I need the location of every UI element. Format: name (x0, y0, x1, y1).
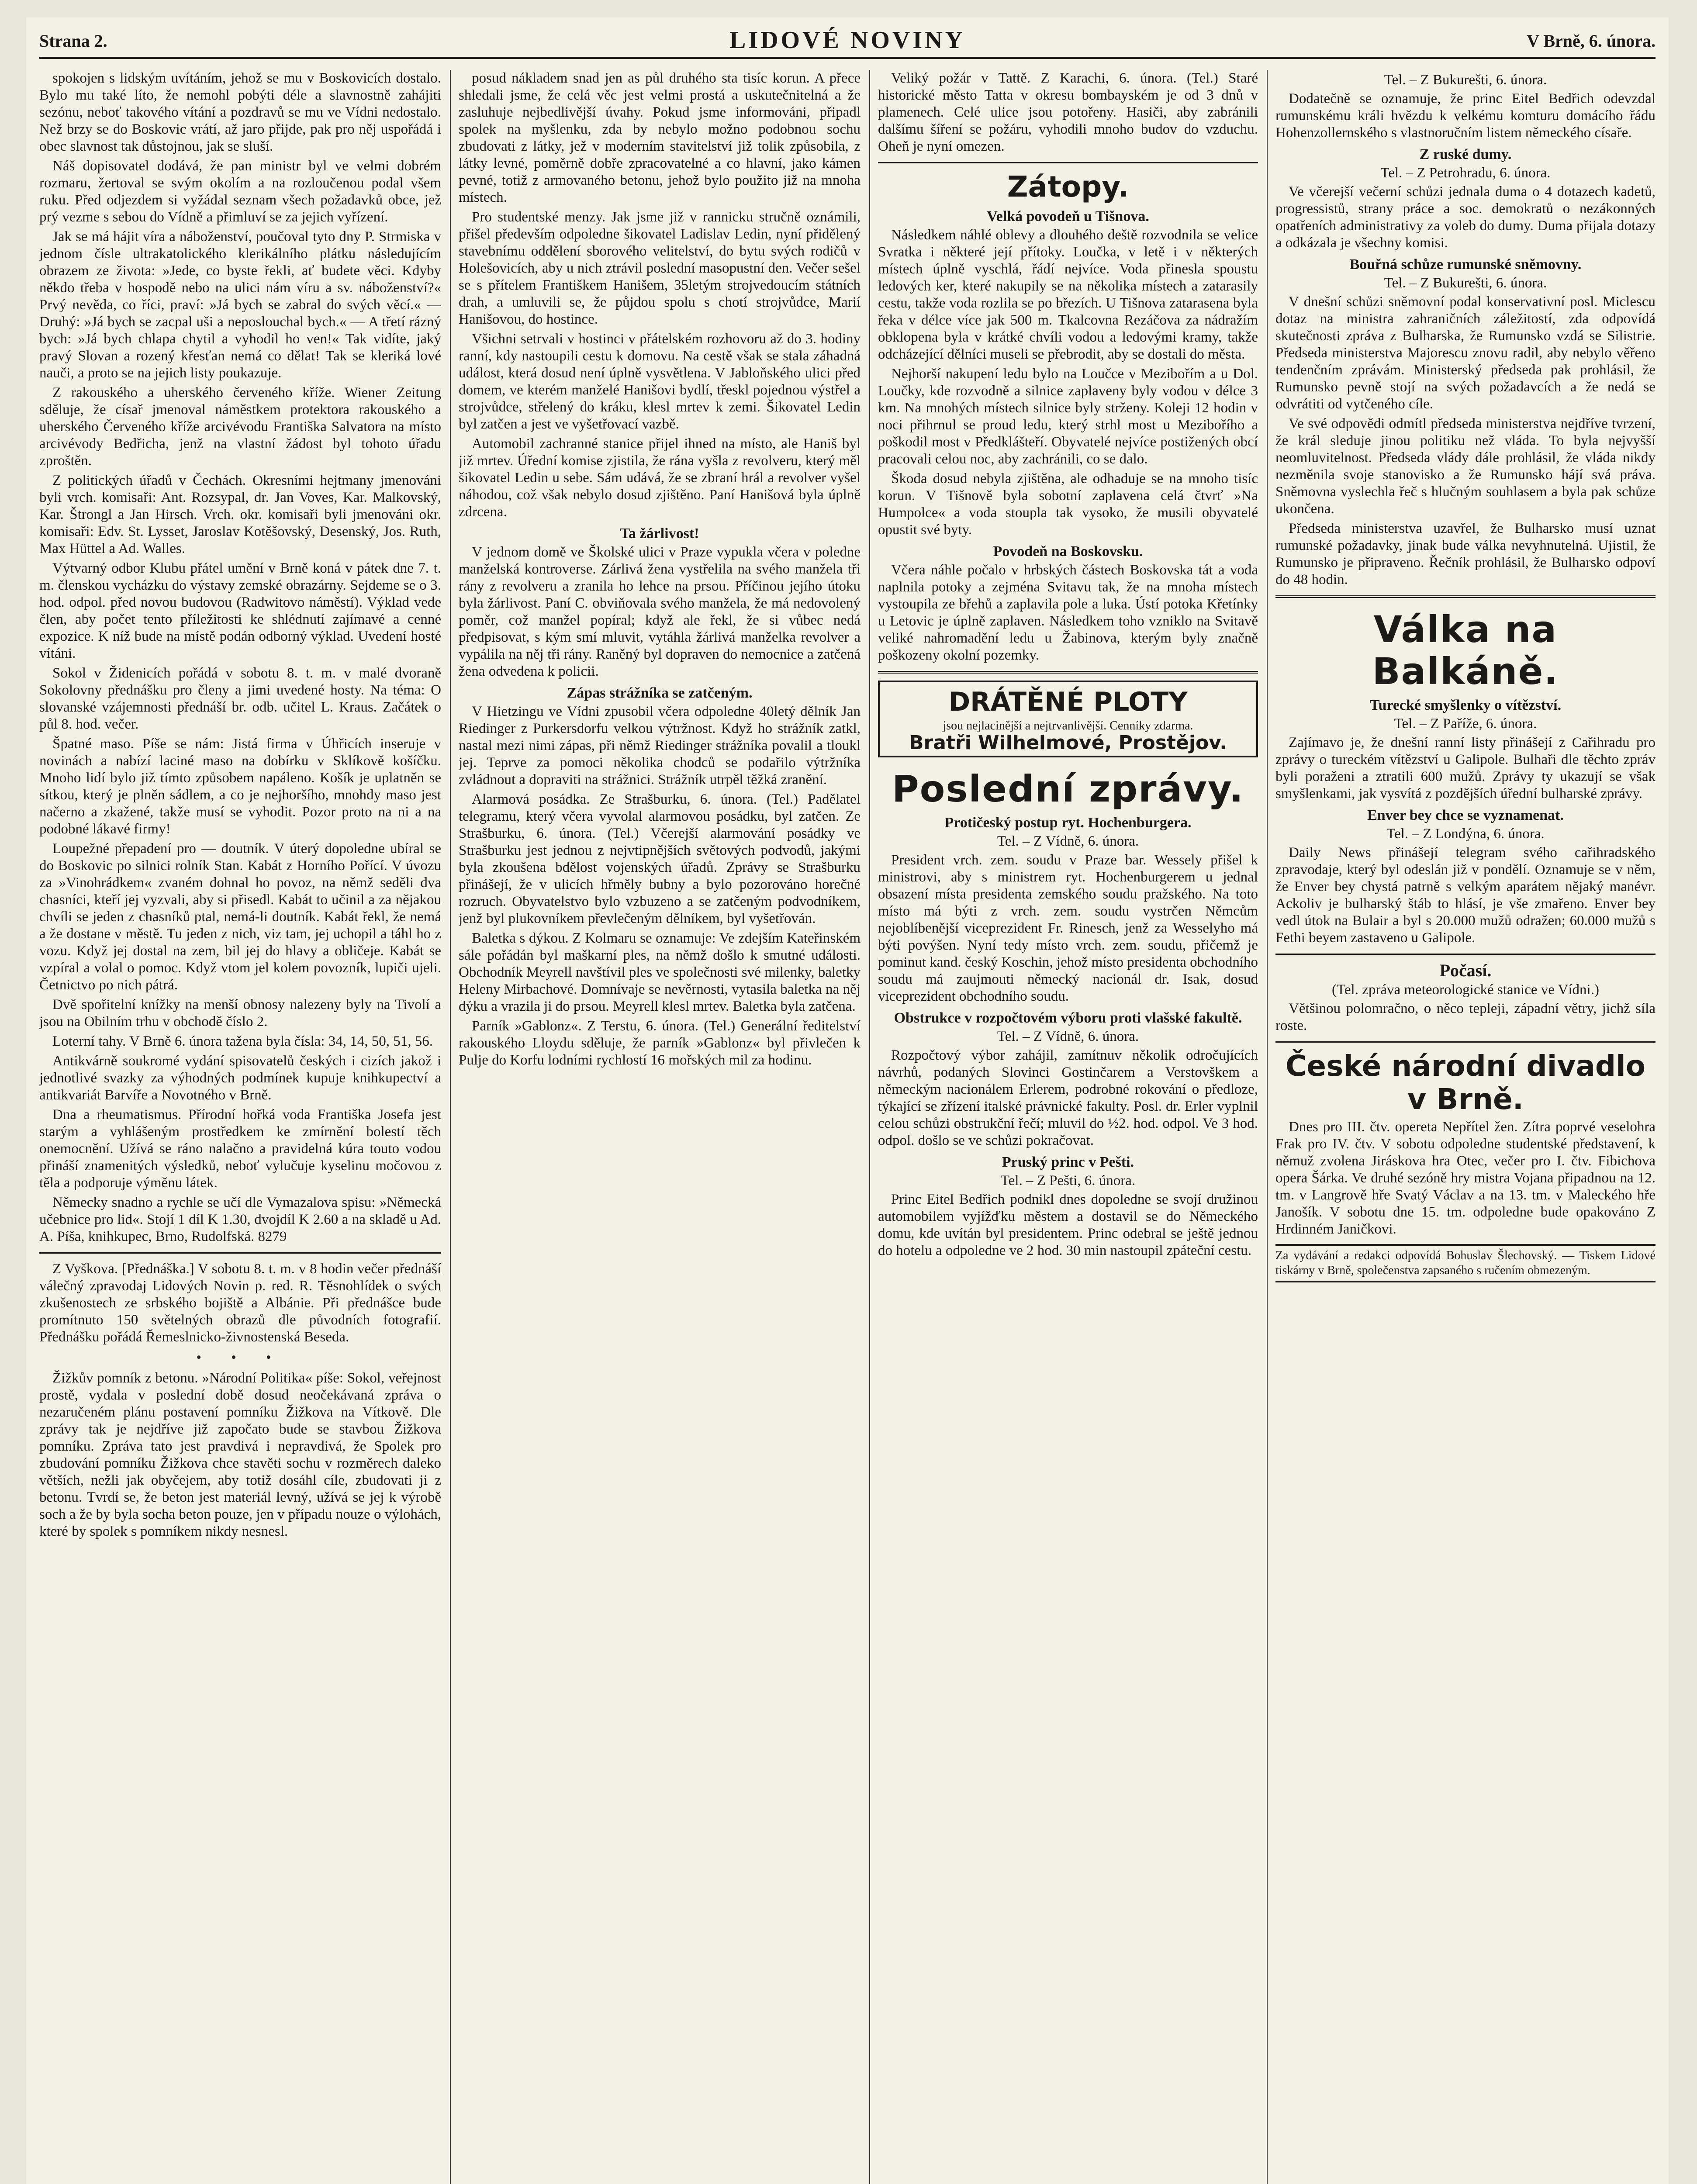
article-headline: Obstrukce v rozpočtovém výboru proti vlašské fakultě. (894, 1010, 1242, 1026)
article-paragraph: Zajímavo je, že dnešní ranní listy přinášejí z Cařihradu pro zprávy o tureckém vítězství u Galipole. Bulhaři dle těchto zpráv byli poraženi a ztratili 600 mužů. Zprávy ty ukazují se však smyšlenkami, jak vysvítá z pozdějších úřední bulharské zprávy. (1275, 735, 1656, 802)
column-2 (459, 70, 861, 2184)
article-paragraph: V dnešní schůzi sněmovní podal konservativní posl. Miclescu dotaz na ministra zahraničních záležitostí, zda odpovídá skutečnosti zpráva z Bulharska, že Rumunsko vzdá se Silistrie. Předseda ministerstva Majorescu znovu radil, aby nebylo věřeno tendenčním zprávám. Ministerský předseda pak prohlásil, že Rumunsko pevně stojí na svých požadavcích a že nedá se odvrátiti od vytčeného cíle. (1275, 294, 1656, 412)
article-paragraph: Princ Eitel Bedřich podnikl dnes dopoledne se svojí družinou automobilem vyjížďku městem a dostavil se do Německého domu, kde uvítán byl presidentem. Princ odebral se ještě jednou do hotelu a odpoledne ve 2 hod. 30 min nastoupil zpáteční cestu. (878, 1192, 1258, 1258)
newspaper-title: LIDOVÉ NOVINY (729, 27, 966, 54)
masthead (39, 26, 1656, 59)
column-3 (878, 70, 1258, 2184)
section-heading: Zátopy. (1007, 170, 1129, 204)
dateline: Tel. – Z Pešti, 6. února. (1000, 1173, 1136, 1189)
article-paragraph: Včera náhle počalo v hrbských částech Boskovska tát a voda naplnila potoky a zejména Svitavu tak, že na mnoha místech vystoupila ze břehů a zaplavila pole a luka. Ústí potoka Křetínky u Letovic je úplně zaplaven. Následkem toho vzniklo na Svitavě veliké nahromadění ledu u Žabinova, kterým byly značně poškozeny okolní pozemky. (878, 562, 1258, 663)
separator-rule (878, 671, 1258, 674)
article-paragraph: Ve včerejší večerní schůzi jednala duma o 4 dotazech kadetů, progressistů, strany práce a soc. demokratů o nezákonných opatřeních administrativy za voleb do dumy. Duma přijala dotazy a odkázala je všechny komisi. (1275, 184, 1656, 251)
article-paragraph: Antikvárně soukromé vydání spisovatelů českých i cizích jakož i jednotlivé svazky za výhodných podmínek kupuje knihkupectví a antikvariát Barvíře a Novotného v Brně. (39, 1053, 441, 1103)
article-paragraph: Většinou polomračno, o něco tepleji, západní větry, jichž síla roste. (1275, 1001, 1656, 1033)
column-1 (39, 70, 441, 2184)
article-paragraph: Baletka s dýkou. Z Kolmaru se oznamuje: Ve zdejším Kateřinském sále pořádán byl maškarní ples, na němž došlo k smutné události. Obchodník Meyrell navštívil ples ve společnosti své milenky, baletky Heleny Mirbachové. Domnívaje se nevěrnosti, vytasila baletka na něj dýku a vrazila ji do prsou. Meyrell klesl mrtev. Baletka byla zatčena. (459, 930, 861, 1014)
article-paragraph: Veliký požár v Tattě. Z Karachi, 6. února. (Tel.) Staré historické město Tatta v okresu bombayském je od 3 dnů v plamenech. Celé ulice jsou potořeny. Hasiči, aby zabránili dalšímu šíření se požáru, vyhodili mnoho budov do vzduchu. Oheň je nyní omezen. (878, 70, 1258, 154)
article-paragraph: Špatné maso. Píše se nám: Jistá firma v Úhřicích inseruje v novinách a nabízí laciné maso na dobírku v Sklíkově košíčku. Mnoho lidí bylo již tímto způsobem napáleno. Košík je uplatněn se sítkou, který je plněn sádlem, a co je nejhoršího, mnohdy maso jest načerno a zkažené, takže musí se vyhodit. Pozor proto na ni a na podobné lákavé firmy! (39, 736, 441, 837)
article-paragraph: Z Vyškova. [Přednáška.] V sobotu 8. t. m. v 8 hodin večer přednáší válečný zpravodaj Lidových Novin p. red. R. Těsnohlídek o svých zkušenostech ze srbského bojiště a Albánie. Při přednášce bude promítnuto 150 světelných obrazů dle původních fotografií. Přednášku pořádá Řemeslnicko-živnostenská Beseda. (39, 1261, 441, 1345)
newspaper-page (26, 17, 1669, 2184)
article-paragraph: Z politických úřadů v Čechách. Okresními hejtmany jmenováni byli vrch. komisaři: Ant. Rozsypal, dr. Jan Voves, Kar. Malkovský, Kar. Štrongl a Jan Hirsch. Vrch. okr. komisaři byli jmenováni okr. komisaři: Edv. St. Lysset, Jaroslav Kotěšovský, Desenský, Jos. Ruth, Max Hüttel a Ad. Walles. (39, 473, 441, 556)
ad-subtitle: jsou nejlacinější a nejtrvanlivější. Cenníky zdarma. (943, 719, 1193, 733)
article-paragraph: Žižkův pomník z betonu. »Národní Politika« píše: Sokol, veřejnost prostě, vydala v poslední době dosud neočekávaná zpráva o nezaručeném plánu postavení pomníku Žižkova na Vítkově. Dle zprávy tak je nejdříve již započato bude se stavbou Žižkova pomníku. Zpráva tato jest pravdivá i nepravdivá, že Spolek pro zbudování pomníku Žižkova chce stavěti sochu v rozměrech daleko větších, nežli jak obyčejem, aby totiž dosáhl cíle, zbudovati ji z betonu. Tvrdí se, že beton jest materiál levný, užívá se jej k výrobě soch a že by byla socha beton pouze, jen v případu nouze o výlohách, které by spolek s pomníkem nikdy nesnesl. (39, 1370, 441, 1539)
dateline: Tel. – Z Londýna, 6. února. (1386, 826, 1545, 842)
article-paragraph: Daily News přinášejí telegram svého cařihradského zpravodaje, který byl odeslán již v pondělí. Oznamuje se v něm, že Enver bey chystá patrně s velkým aparátem nějaký manévr. Ackoliv je bulharský štáb to hlásí, je vše zmařeno. Enver bey vedl útok na Bulair a byl s 20.000 mužů odražen; 60.000 mužů s Fethi beyem zastaveno u Galipole. (1275, 845, 1656, 946)
section-banner: Poslední zprávy. (892, 767, 1244, 810)
article-paragraph: Rozpočtový výbor zahájil, zamítnuv několik odročujících návrhů, podaných Slovinci Gostinčarem a Verstovškem a německým nacionálem Erlerem, podrobné rokování o předloze, týkající se zřízení italské právnické fakulty. Posl. dr. Erler vyplnil celou schůzi obstrukční řečí; mluvil do ½2. hod. odpol. Ve 3 hod. odpol. došlo se ve schůzi pokračovat. (878, 1047, 1258, 1148)
dateline: Tel. – Z Petrohradu, 6. února. (1380, 165, 1551, 181)
ad-title: DRÁTĚNÉ PLOTY (948, 687, 1188, 717)
article-paragraph: Náš dopisovatel dodává, že pan ministr byl ve velmi dobrém rozmaru, žertoval se svým okolím a na rozloučenou podal všem ruku. Před odjezdem si vyžádal seznam všech požadavků obce, jež prý vezme s sebou do Vídně a přimluví se za jejich vyřízení. (39, 158, 441, 225)
article-paragraph: Ve své odpovědi odmítl předseda ministerstva nejdříve tvrzení, že král sleduje jinou politiku než vláda. To byla nejvyšší neomluvitelnost. Předseda vlády dále prohlásil, že vláda nikdy nezměnila svoje stanovisko a že Rumunsko hájí svá práva. Sněmovna vyslechla řeč s hlučným souhlasem a byla pak schůze ukončena. (1275, 416, 1656, 517)
imprint: Za vydávání a redakci odpovídá Bohuslav Šlechovský. — Tiskem Lidové tiskárny v Brně, společenstva zapsaného s ručením obmezeným. (1275, 1244, 1656, 1282)
separator-rule (1275, 954, 1656, 955)
article-headline: Enver bey chce se vyznamenat. (1367, 807, 1564, 823)
page-number: Strana 2. (39, 31, 107, 51)
article-paragraph: Z rakouského a uherského červeného kříže. Wiener Zeitung sděluje, že císař jmenoval náměstkem protektora rakouského a uherského Červeného kříže arcivévodu Františka Salvatora na místo arcivévody Bedřicha, jenž na vlastní žádost byl tohoto úřadu zproštěn. (39, 385, 441, 469)
article-paragraph: Dvě spořitelní knížky na menší obnosy nalezeny byly na Tivolí a jsou na Obilním trhu v obchodě číslo 2. (39, 997, 441, 1030)
article-paragraph: Následkem náhlé oblevy a dlouhého deště rozvodnila se velice Svratka i některé její přítoky. Loučka, v letě i v některých místech úplně vyschlá, řádí nejvíce. Voda přinesla spoustu ledových ker, které nakupily se na několika místech a zatarasily cestu, takže voda rozlila se po březích. U Tišnova zatarasena byla řeka v délce více jak 500 m. Tkalcovna Rezáčova za nádražím obklopena byla v krátké chvíli vodou a ledovými kramy, takže odcházející dělníci museli se přebrodit, aby se dostali do města. (878, 227, 1258, 362)
article-headline: Povodeň na Boskovsku. (993, 543, 1143, 560)
article-paragraph: Sokol v Židenicích pořádá v sobotu 8. t. m. v malé dvoraně Sokolovny přednášku pro členy a jimi uvedené hosty. Na téma: O slovanské vzájemnosti přednáší br. odb. učitel L. Kraus. Začátek o půl 8. hod. večer. (39, 665, 441, 732)
dateline: Tel. – Z Bukurešti, 6. února. (1384, 275, 1547, 291)
article-paragraph: Německy snadno a rychle se učí dle Vymazalova spisu: »Německá učebnice pro lid«. Stojí 1 díl K 1.30, dvojdíl K 2.60 a na skladě u Ad. A. Píša, knihkupec, Brno, Rudolfská. 8279 (39, 1195, 441, 1244)
article-paragraph: V Hietzingu ve Vídni zpusobil včera odpoledne 40letý dělník Jan Riedinger z Purkersdorfu velkou výtržnost. Když ho strážník zatkl, nastal mezi nimi zápas, při němž Riedinger strážníka povalil a tloukl jej. Teprve za pomoci několika chodců se podařilo výtržníka zvládnout a dopraviti na strážnici. Strážník utrpěl těžká zranění. (459, 704, 861, 788)
article-paragraph: Dna a rheumatismus. Přírodní hořká voda Františka Josefa jest starým a vyhlášeným prostředkem ke zmírnění bolestí těch onemocnění. Užívá se ráno nalačno a pravidelná kúra touto vodou přináší znamenitých výsledků, neboť vylučuje kyselinu močovou z těla a podporuje výměnu látek. (39, 1107, 441, 1191)
dateline: Tel. – Z Bukurešti, 6. února. (1384, 72, 1547, 88)
article-headline: Pruský princ v Pešti. (1002, 1154, 1134, 1170)
article-headline: Z ruské dumy. (1419, 146, 1512, 162)
article-paragraph: Škoda dosud nebyla zjištěna, ale odhaduje se na mnoho tisíc korun. V Tišnově byla sobotní zaplavena celá čtvrť »Na Humpolce« a voda stoupla tak vysoko, že musili obyvatelé opustit své byty. (878, 471, 1258, 538)
section-heading: České národní divadlo v Brně. (1285, 1049, 1646, 1116)
article-paragraph: Alarmová posádka. Ze Strašburku, 6. února. (Tel.) Padělatel telegramu, který včera vyvolal alarmovou posádku, byl zatčen. Ze Strašburku, 6. února. (Tel.) Včerejší alarmování posádky ve Strašburku jest jednou z nejvtipnějších světových podvodů, jakými byla zkoušena bdělost vojenských úřadů. Zprávy se Strašburku přinášejí, že v ulicích hřměly bubny a bylo pozorováno horečné rozruch. Obyvatelstvo bylo vzbuzeno a se zatčeným podvodníkem, jenž byl plukovníkem převlečeným dělníkem, byl vyšetřován. (459, 791, 861, 926)
separator-rule (39, 1252, 441, 1254)
article-headline: Turecké smyšlenky o vítězství. (1369, 697, 1562, 713)
article-paragraph: spokojen s lidským uvítáním, jehož se mu v Boskovicích dostalo. Bylo mu také líto, že nemohl pobýti déle a slavnostně zahájiti sezónu, neboť takového vítání a pozdravů se mu ve Vídni nedostalo. Než brzy se do Boskovic vrátí, až jaro přijde, pak pro něj uspořádá i obec slavnost tak důstojnou, jak se sluší. (39, 70, 441, 154)
separator-rule (878, 162, 1258, 163)
article-paragraph: Pro studentské menzy. Jak jsme již v rannicku stručně oznámili, přišel především odpoledne šikovatel Ladislav Ledin, nyní přidělený stavebnímu oddělení sborového velitelství, do bytu svých rodičů v Holešovicích, aby u nich ztrávil poslední masopustní den. Večer sešel se s přítelem Františkem Hanišem, 35letým strojvedoucím státních drah, a umluvili se, že půjdou spolu s chotí strojvůdce, Marií Hanišovou, do hostince. (459, 209, 861, 327)
article-headline: Ta žárlivost! (620, 525, 699, 542)
separator-rule (1275, 1041, 1656, 1043)
article-paragraph: Všichni setrvali v hostinci v přátelském rozhovoru až do 3. hodiny ranní, kdy nastoupili cestu k domovu. Na cestě však se stala záhadná událost, která dosud není úplně vysvětlena. V Jabloňského ulici před domem, ve kterém manželé Hanišovi bydlí, třeskl pojednou výstřel a strojvůdce, střelený do kráku, klesl mrtev k zemi. Šikovatel Ledin byl zatčen a jest ve vyšetřovací vazbě. (459, 331, 861, 432)
article-headline: Zápas strážníka se zatčeným. (567, 685, 753, 701)
article-paragraph: President vrch. zem. soudu v Praze bar. Wessely přišel k ministrovi, aby s ministrem ryt. Hochenburgerem u jednal obsazení místa presidenta zemského soudu pražského. Na toto místo má býti z vrch. zem. soudu vystrčen Němcům nejoblíbenější viceprezident Fr. Rinesch, jenž za Wesselyho má býti povýšen. Nyní tedy místo vrch. zem. soudu, přičemž je pominut kand. český Koschin, jehož místo presidenta obchodního soudu má zaujmouti německý nacionál dr. Isak, dosud viceprezident obchodního soudu. (878, 852, 1258, 1004)
article-paragraph: Nejhorší nakupení ledu bylo na Loučce v Mezibořím a u Dol. Loučky, kde rozvodně a silnice zaplaveny byly vodou v délce 3 km. Na mnohých místech silnice byly strženy. Koleji 12 hodin v noci přihrnul se proud ledu, který strhl most u Mezibořího a poškodil most v Předklášteří. Obyvatelé nejvíce postižených obcí pracovali celou noc, aby zachránili, co se dalo. (878, 366, 1258, 467)
article-paragraph: Předseda ministerstva uzavřel, že Bulharsko musí uznat rumunské požadavky, jinak bude válka nevyhnutelná. Ujistil, že Rumunsko je připraveno. Řečník prohlásil, že Bulharsko odpoví do 48 hodin. (1275, 521, 1656, 587)
dateline: Tel. – Z Vídně, 6. února. (997, 1029, 1139, 1044)
section-heading: Počasí. (1439, 961, 1492, 980)
article-paragraph: Dodatečně se oznamuje, že princ Eitel Bedřich odevzdal rumunskému králi hvězdu k velkému komturu domácího řádu Hohenzollernského s vlastnoručním listem německého císaře. (1275, 91, 1656, 141)
article-headline: Protičeský postup ryt. Hochenburgera. (944, 815, 1192, 831)
dateline: Tel. – Z Vídně, 6. února. (997, 833, 1139, 849)
separator-rule (1275, 595, 1656, 598)
article-paragraph: Jak se má hájit víra a náboženství, poučoval tyto dny P. Strmiska v jednom čísle ultrakatolického klerikálního plátku následujícím obrazem ze života: »Jede, co byste řekli, ať budete věci. Kdyby někdo třeba v hospodě nebo na ulici nám víru a sv. náboženství?« Prvý nevěda, co říci, praví: »Já bych se zabral do svých věcí.« — Druhý: »Já bych se zacpal uši a neposlouchal bych.« — A třetí rázný bych: »Já bych chlapa chytil a vyhodil ho ven!« Tak vidíte, jaký pravý Slovan a rozený křesťan nemá co dělat! Tak se kleriká lové nauči, a proto se na jejich listy poukazuje. (39, 229, 441, 381)
article-paragraph: Parník »Gablonz«. Z Terstu, 6. února. (Tel.) Generální ředitelství rakouského Lloydu sděluje, že parník »Gablonz« byl přivlečen k Pulje do Korfu lodními rychlostí 16 mořských mil za hodinu. (459, 1018, 861, 1068)
advertisement (878, 681, 1258, 757)
article-headline: Bouřná schůze rumunské sněmovny. (1349, 256, 1582, 273)
issue-date: V Brně, 6. února. (1527, 31, 1656, 51)
article-paragraph: Loupežné přepadení pro — doutník. V úterý dopoledne ubíral se do Boskovic po silnici rolník Stan. Kabát z Horního Pořící. V úvozu za »Vinohrádkem« zvaném dohnal ho povoz, na němž seděli dva chasníci, kteří jej vyzvali, aby si přisedl. Kabát to učinil a za nějakou chvíli se jeden z chasníků ptal, nemá-li doutník. Kabát řekl, že nemá a že dostane v městě. Tu jeden z nich, viz tam, jej uchopil a táhl ho z vozu. Když jej dostal na zem, bil jej do hlavy a obličeje. Kabát se vzpíral a volal o pomoc. Když vtom jel kolem povozník, lupiči ujeli. Četnictvo po nich pátrá. (39, 841, 441, 993)
ad-brand: Bratři Wilhelmové, Prostějov. (909, 732, 1227, 754)
separator-stars: • • • (196, 1350, 284, 1365)
article-paragraph: Loterní tahy. V Brně 6. února tažena byla čísla: 34, 14, 50, 51, 56. (52, 1033, 433, 1049)
column-rule (450, 70, 451, 2184)
article-paragraph: Výtvarný odbor Klubu přátel umění v Brně koná v pátek dne 7. t. m. členskou vycházku do výstavy zemské obrazárny. Sejdeme se o 3. hod. odpol. před novou budovou (Radwitovo náměstí). Výklad vede člen, aby počet tento příležitosti ke shlédnutí zajímavé a cenné expozice. K níž bude na místě podán odborný výklad. Uvedení hosté vítáni. (39, 560, 441, 661)
dateline: Tel. – Z Paříže, 6. února. (1394, 716, 1537, 732)
article-paragraph: V jednom domě ve Školské ulici v Praze vypukla včera v poledne manželská kontroverse. Zárlivá žena vystřelila na svého manžela tři rány z revolveru a zranila ho lehce na prsou. Příčinou jejího útoku byla žárlivost. Paní C. obviňovala svého manžela, že má nedovolený poměr, což manžel popíral; když ale řekl, že si vůbec nedá předpisovat, s kým smí mluvit, vytáhla žárlivá manželka revolver a vypálila na něj tři rány. Raněný byl dopraven do nemocnice a zatčená žena odvedena k policii. (459, 544, 861, 679)
article-paragraph: posud nákladem snad jen as půl druhého sta tisíc korun. A přece shledali jsme, že celá věc jest velmi prostá a uskutečnitelná a že zasluhuje nejbedlivější úvahy. Pokud jsme informováni, připadl spolek na myšlenku, zda by nebylo možno podobnou sochu zbudovati z látky, jež v moderním stavitelství již tolik způsobila, z látky levné, poměrně dobře zpracovatelné a co hlavní, jako kámen pevné, totiž z armovaného betonu, jehož bylo použito již na mnoha místech. (459, 70, 861, 205)
dateline: (Tel. zpráva meteorologické stanice ve Vídni.) (1332, 982, 1599, 998)
section-banner: Válka na Balkáně. (1372, 608, 1559, 693)
article-paragraph: Automobil zachranné stanice přijel ihned na místo, ale Haniš byl již mrtev. Úřední komise zjistila, že rána vyšla z revolveru, který měl šikovatel Ledin u sebe. Sám udává, že se zbraní hrál a revolver vyšel náhodou, což však nebylo dosud zjištěno. Paní Hanišová byla úplně zdrcena. (459, 436, 861, 520)
column-rule (1267, 70, 1268, 2184)
column-4 (1275, 70, 1656, 2184)
article-paragraph: Dnes pro III. čtv. opereta Nepřítel žen. Zítra poprvé veselohra Frak pro IV. čtv. V sobotu odpoledne studentské představení, k němuž zvolena Jiráskova hra Otec, večer pro I. čtv. Fibichova opera Šárka. Ve druhé sezóně hry mistra Vojana připadnou na 12. tm. v Langrově hře Svatý Václav a na 13. tm. v Maleckého hře Janošík. V sobotu dne 15. tm. odpoledne bude opakováno Z Hrdinném Janičkovi. (1275, 1119, 1656, 1237)
column-rule (869, 70, 870, 2184)
article-headline: Velká povodeň u Tišnova. (987, 208, 1149, 225)
